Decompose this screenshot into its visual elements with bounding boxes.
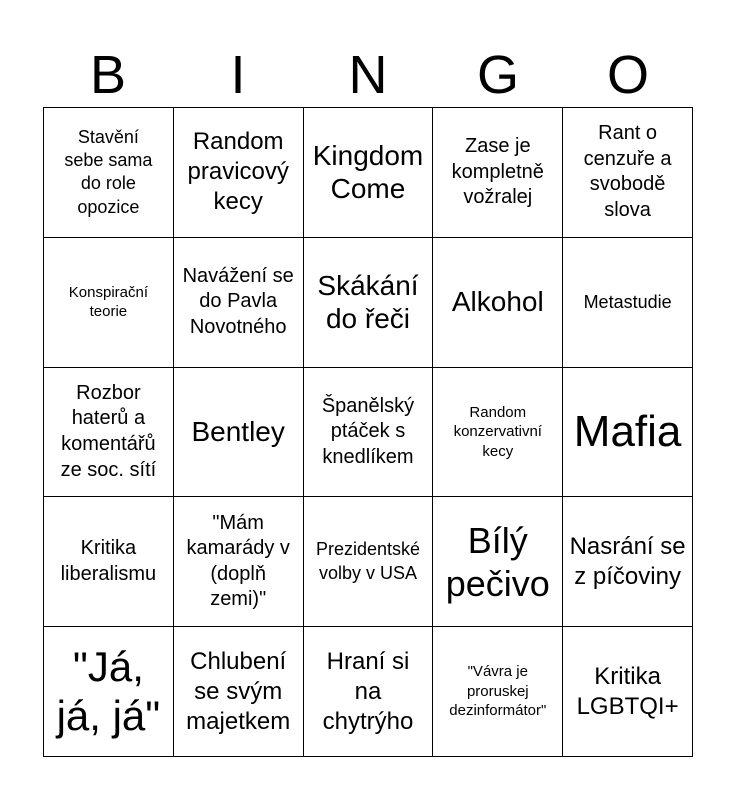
cell-text: "Mám kamarády v (doplň zemi)" — [186, 511, 290, 611]
bingo-cell[interactable] — [563, 108, 693, 238]
cell-text: Rozbor haterů a komentářů ze soc. sítí — [60, 381, 157, 481]
bingo-cell[interactable] — [433, 627, 563, 757]
cell-text: Kritika liberalismu — [60, 537, 157, 585]
cell-text: Kingdom Come — [312, 139, 424, 205]
bingo-cell[interactable] — [433, 368, 563, 498]
bingo-cell[interactable] — [174, 108, 304, 238]
bingo-cell[interactable] — [44, 368, 174, 498]
cell-text: Hraní si na chytrýho — [322, 647, 414, 735]
bingo-cell[interactable] — [304, 497, 434, 627]
cell-text: Stavění sebe sama do role opozice — [64, 126, 153, 217]
bingo-header — [43, 44, 693, 106]
cell-text: Kritika LGBTQI+ — [576, 662, 679, 720]
cell-text: Konspirační teorie — [68, 283, 148, 321]
bingo-cell[interactable] — [44, 627, 174, 757]
bingo-grid — [43, 107, 693, 757]
cell-text: Random konzervativní kecy — [453, 403, 542, 460]
cell-text: Prezidentské volby v USA — [315, 539, 421, 583]
bingo-cell[interactable] — [44, 108, 174, 238]
cell-text: Skákání do řeči — [317, 269, 419, 335]
cell-text: Španělský ptáček s knedlíkem — [321, 394, 415, 468]
bingo-cell[interactable] — [563, 497, 693, 627]
bingo-cell[interactable] — [563, 627, 693, 757]
cell-text: Mafia — [573, 406, 682, 456]
header-letter-o: O — [606, 45, 649, 105]
cell-text: Nasrání se z píčoviny — [569, 532, 686, 590]
bingo-cell[interactable] — [433, 108, 563, 238]
bingo-cell[interactable] — [433, 497, 563, 627]
bingo-cell[interactable] — [44, 497, 174, 627]
cell-text: Navážení se do Pavla Novotného — [182, 264, 294, 338]
cell-text: Zase je kompletně vožralej — [451, 135, 544, 209]
bingo-cell[interactable] — [44, 238, 174, 368]
bingo-cell[interactable] — [174, 368, 304, 498]
header-letter-g: G — [476, 45, 519, 105]
cell-text: "Já, já, já" — [56, 643, 161, 739]
cell-text: Random pravicový kecy — [187, 128, 289, 216]
cell-text: Chlubení se svým majetkem — [186, 647, 291, 735]
bingo-cell[interactable] — [304, 627, 434, 757]
cell-text: Alkohol — [451, 286, 544, 318]
bingo-cell[interactable] — [304, 108, 434, 238]
cell-text: Metastudie — [583, 291, 672, 312]
header-letter-b: B — [89, 45, 127, 105]
bingo-cell[interactable] — [174, 497, 304, 627]
cell-text: Bílý pečivo — [445, 519, 550, 604]
bingo-cell[interactable] — [304, 238, 434, 368]
cell-text: Rant o cenzuře a svobodě slova — [583, 122, 672, 221]
bingo-cell[interactable] — [433, 238, 563, 368]
bingo-cell[interactable] — [563, 368, 693, 498]
cell-text: "Vávra je proruskej dezinformátor" — [449, 663, 547, 720]
cell-text: Bentley — [191, 416, 285, 448]
bingo-cell[interactable] — [563, 238, 693, 368]
header-letter-i: I — [230, 45, 246, 105]
bingo-cell[interactable] — [304, 368, 434, 498]
bingo-cell[interactable] — [174, 238, 304, 368]
header-letter-n: N — [348, 45, 388, 105]
bingo-cell[interactable] — [174, 627, 304, 757]
